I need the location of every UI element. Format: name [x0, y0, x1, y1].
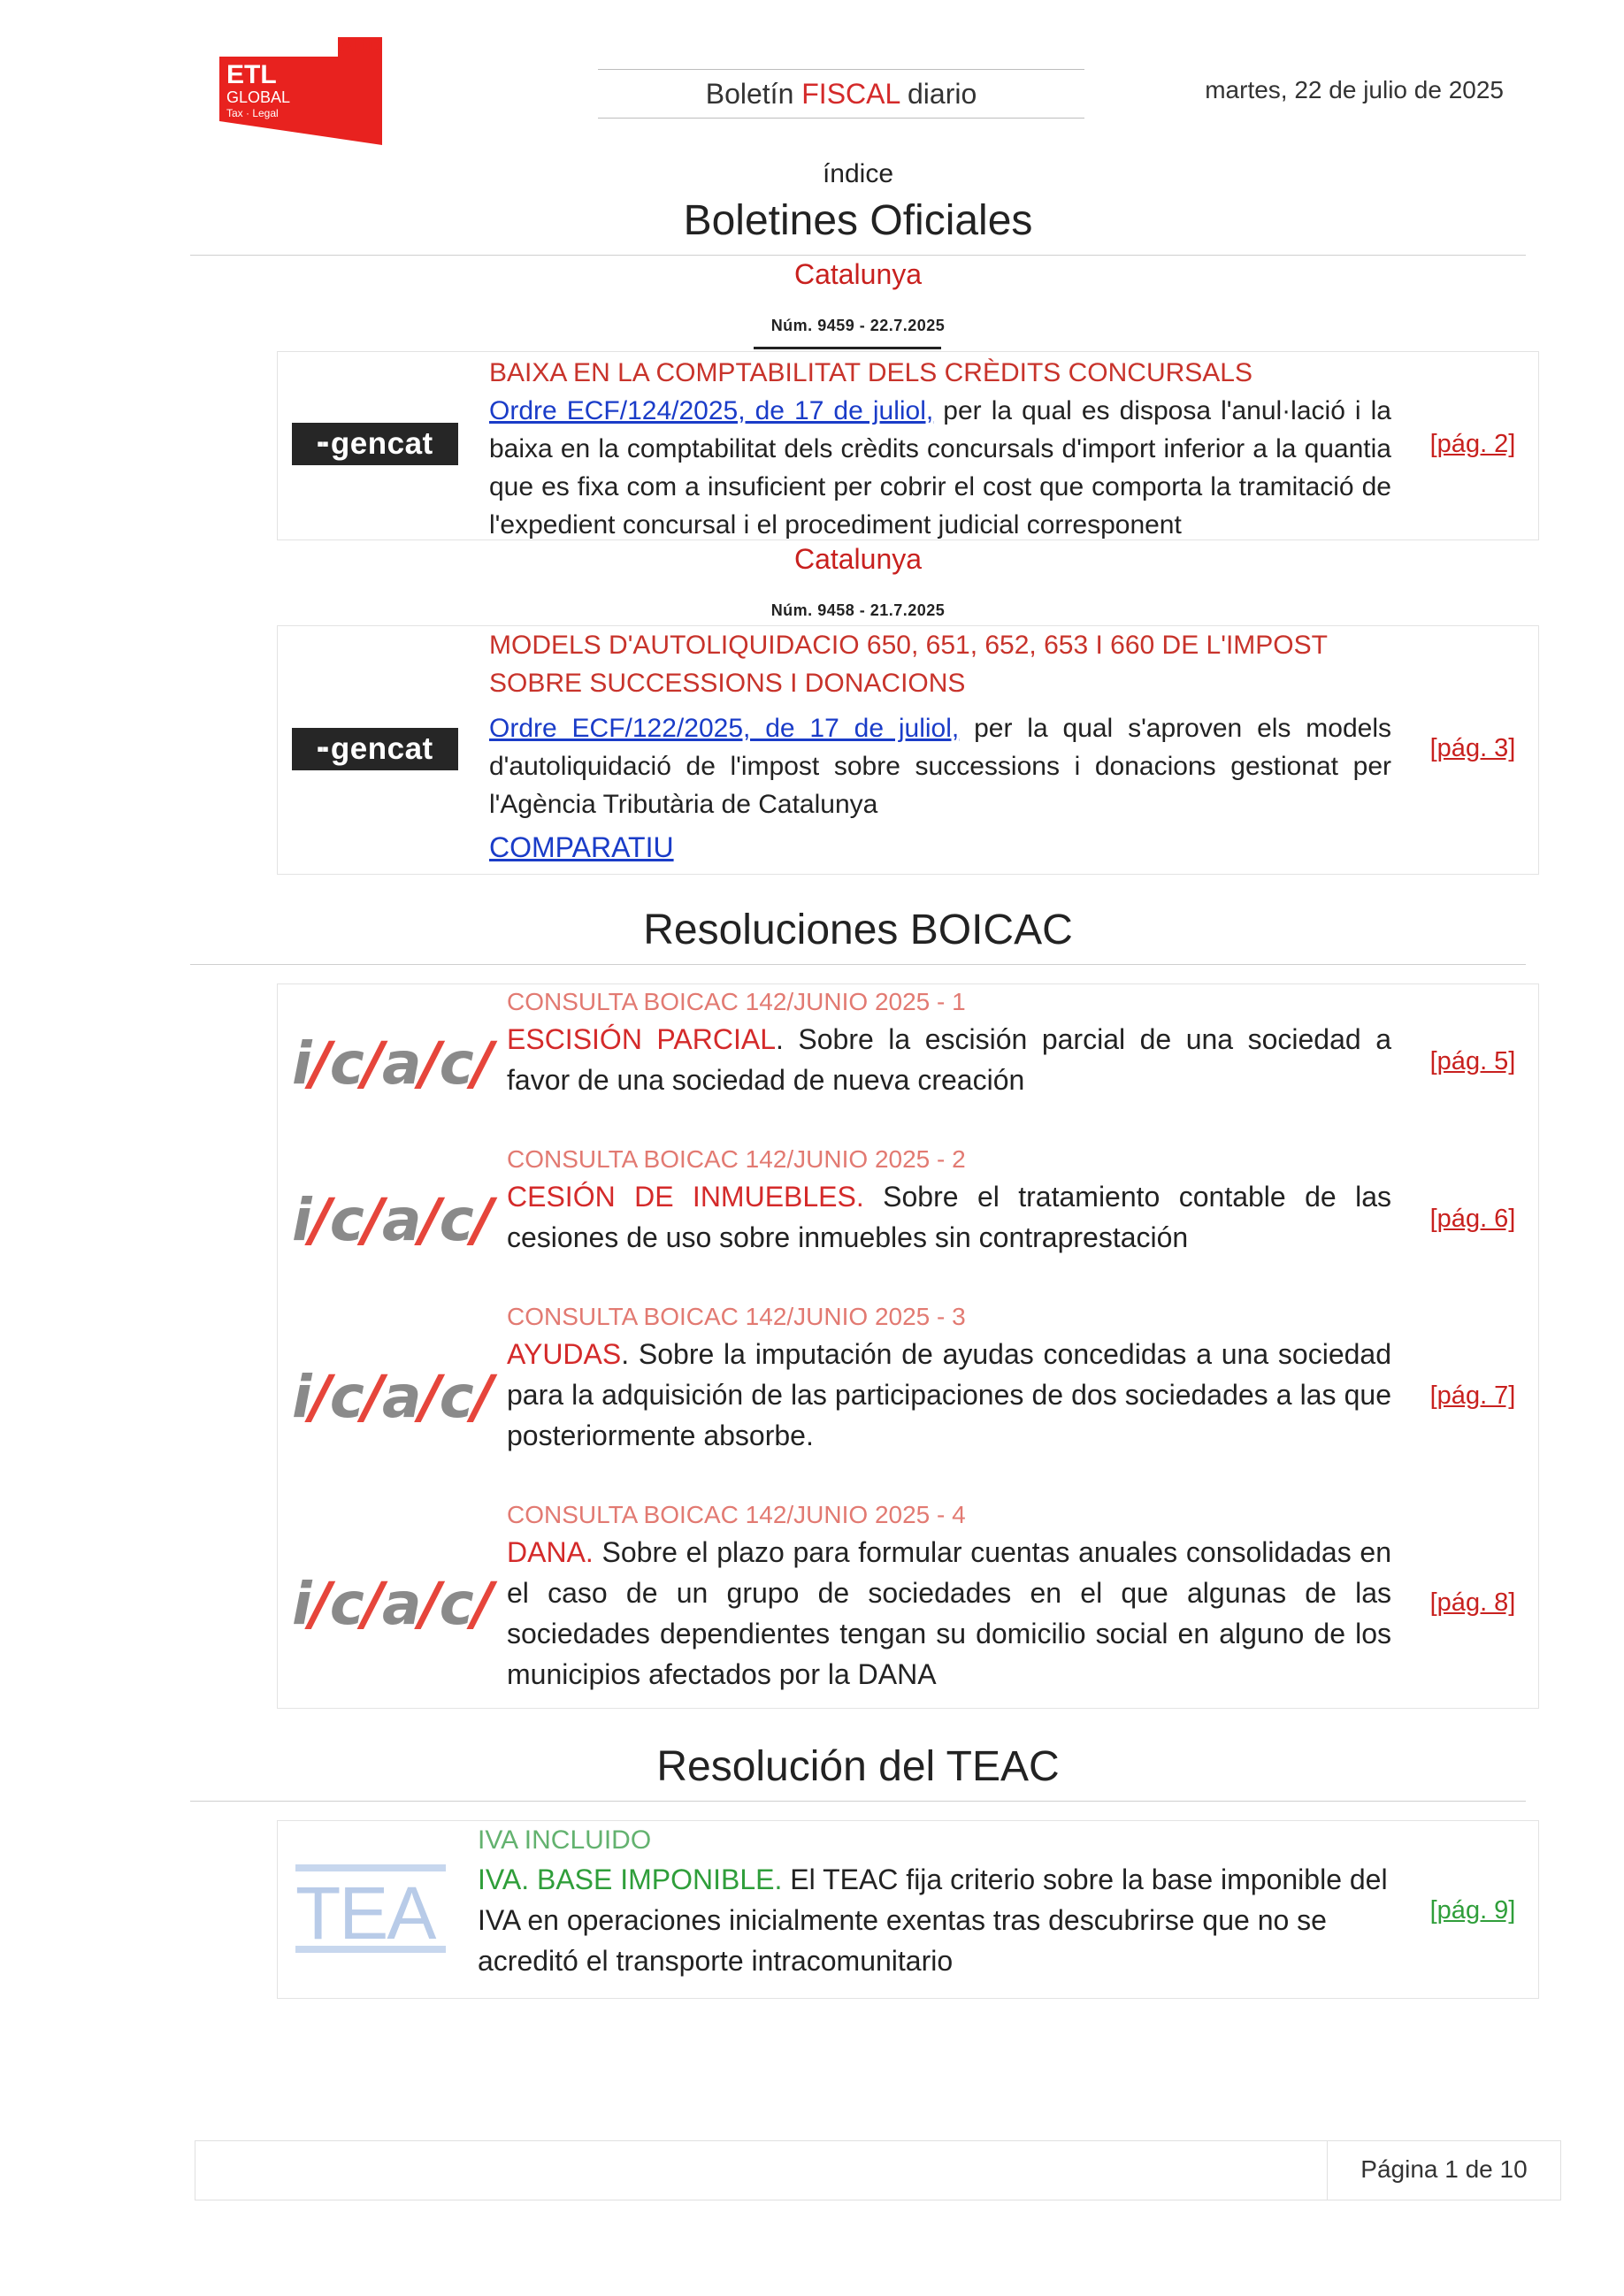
bulletin-number: Núm. 9459 - 22.7.2025: [770, 317, 946, 334]
teac-logo: [292, 1861, 451, 1958]
section-title-boicac: Resoluciones BOICAC: [643, 907, 1073, 953]
region-label: Catalunya: [793, 258, 923, 290]
entry-text: per la qual es disposa l'anul·lació i la baixa en la comptabilitat dels crèdits concursals d'import inferior a la quantia que es fixa com a insuficient per cobrir el cost que comporta la tramitació de l'expedient concursal i el procediment judicial corresponent: [489, 396, 1391, 540]
boicac-text: . Sobre la escisión parcial de una sociedad a favor de una sociedad de nueva creación: [507, 1023, 1392, 1096]
order-link[interactable]: Ordre ECF/124/2025, de 17 de juliol,: [489, 396, 934, 425]
logo-line2-text: Tax · Legal: [226, 107, 279, 119]
teac-heading: IVA INCLUIDO: [478, 1825, 652, 1855]
bulletin-title: [598, 69, 1084, 119]
region-label: Catalunya: [793, 543, 923, 575]
logo-brand-text: ETL: [226, 60, 277, 89]
page-link[interactable]: [pág. 6]: [1429, 1205, 1516, 1233]
boicac-text: Sobre el tratamiento contable de las cesiones de uso sobre inmuebles sin contraprestación: [507, 1181, 1392, 1253]
section-title-boletines: Boletines Oficiales: [683, 197, 1033, 244]
gencat-entry-body: [489, 354, 1391, 544]
boicac-heading: CONSULTA BOICAC 142/JUNIO 2025 - 1: [507, 988, 966, 1015]
comparatiu-link[interactable]: COMPARATIU: [489, 831, 674, 863]
gencat-logo: ▪▪ gencat: [292, 728, 458, 770]
teac-text: El TEAC fija criterio sobre la base imponible del IVA en operaciones inicialmente exentas tras descubrirse que no se acreditó el transporte intracomunitario: [478, 1864, 1388, 1977]
page-link[interactable]: [pág. 3]: [1429, 734, 1516, 762]
page-link[interactable]: [pág. 7]: [1429, 1381, 1516, 1410]
index-heading: índice: [822, 159, 894, 188]
boicac-keyword: DANA.: [507, 1536, 594, 1568]
page-link[interactable]: [pág. 2]: [1429, 430, 1516, 458]
gencat-logo-text: gencat: [330, 731, 433, 766]
bulletin-number-underline: [754, 347, 941, 349]
bulletin-date: martes, 22 de julio de 2025: [1205, 76, 1504, 103]
icac-logo: i/c/a/c/: [292, 1029, 492, 1098]
gencat-logo-text: gencat: [330, 426, 433, 461]
title-prefix: Boletín: [705, 78, 802, 110]
section-divider: [190, 1801, 1526, 1802]
gencat-logo: ▪▪ gencat: [292, 423, 458, 465]
section-title-teac: Resolución del TEAC: [656, 1743, 1060, 1790]
boicac-heading: CONSULTA BOICAC 142/JUNIO 2025 - 2: [507, 1145, 966, 1173]
icac-logo: i/c/a/c/: [292, 1570, 492, 1638]
boicac-text: . Sobre la imputación de ayudas concedidas a una sociedad para la adquisición de las participaciones de dos sociedades a las que posteriormente absorbe.: [507, 1338, 1391, 1451]
teac-entry-body: [478, 1822, 1389, 1981]
boicac-keyword: CESIÓN DE INMUEBLES.: [507, 1181, 864, 1213]
boicac-heading: CONSULTA BOICAC 142/JUNIO 2025 - 3: [507, 1303, 966, 1330]
boicac-entry: [507, 1300, 1391, 1456]
teac-logo-text: TEA: [295, 1871, 435, 1955]
gencat-entry-body: [489, 626, 1391, 867]
title-highlight: FISCAL: [801, 78, 900, 110]
boicac-keyword: ESCISIÓN PARCIAL: [507, 1023, 776, 1055]
boicac-heading: CONSULTA BOICAC 142/JUNIO 2025 - 4: [507, 1501, 966, 1528]
entry-heading: BAIXA EN LA COMPTABILITAT DELS CRÈDITS CONCURSALS: [489, 358, 1252, 387]
boicac-text: Sobre el plazo para formular cuentas anuales consolidadas en el caso de un grupo de sociedades en el que algunas de las sociedades dependientes tengan su domicilio social en alguno de los municipios afectados por la DANA: [507, 1536, 1391, 1690]
title-suffix: diario: [900, 78, 977, 110]
boicac-keyword: AYUDAS: [507, 1338, 622, 1370]
bulletin-number: Núm. 9458 - 21.7.2025: [770, 601, 946, 619]
logo-line1-text: GLOBAL: [226, 88, 291, 106]
icac-logo: i/c/a/c/: [292, 1186, 492, 1254]
order-link[interactable]: Ordre ECF/122/2025, de 17 de juliol,: [489, 714, 960, 743]
section-divider: [190, 964, 1526, 965]
page-link[interactable]: [pág. 9]: [1429, 1896, 1516, 1925]
boicac-entry: [507, 985, 1391, 1100]
page-counter: Página 1 de 10: [1360, 2155, 1528, 2183]
teac-keyword: IVA. BASE IMPONIBLE.: [478, 1864, 783, 1895]
etl-global-logo: [219, 37, 382, 145]
logo-badge-text: ADD: [340, 37, 382, 57]
icac-logo: i/c/a/c/: [292, 1363, 492, 1431]
entry-text: per la qual s'aproven els models d'autoliquidació de l'impost sobre successions i donacions gestionat per l'Agència Tributària de Catalunya: [489, 714, 1391, 819]
entry-heading: MODELS D'AUTOLIQUIDACIO 650, 651, 652, 653 I 660 DE L'IMPOST SOBRE SUCCESSIONS I DONACIONS: [489, 631, 1328, 698]
page-link[interactable]: [pág. 8]: [1429, 1588, 1516, 1617]
boicac-entry: [507, 1498, 1391, 1695]
boicac-entry: [507, 1143, 1391, 1258]
page-link[interactable]: [pág. 5]: [1429, 1047, 1516, 1075]
section-divider: [190, 255, 1526, 256]
